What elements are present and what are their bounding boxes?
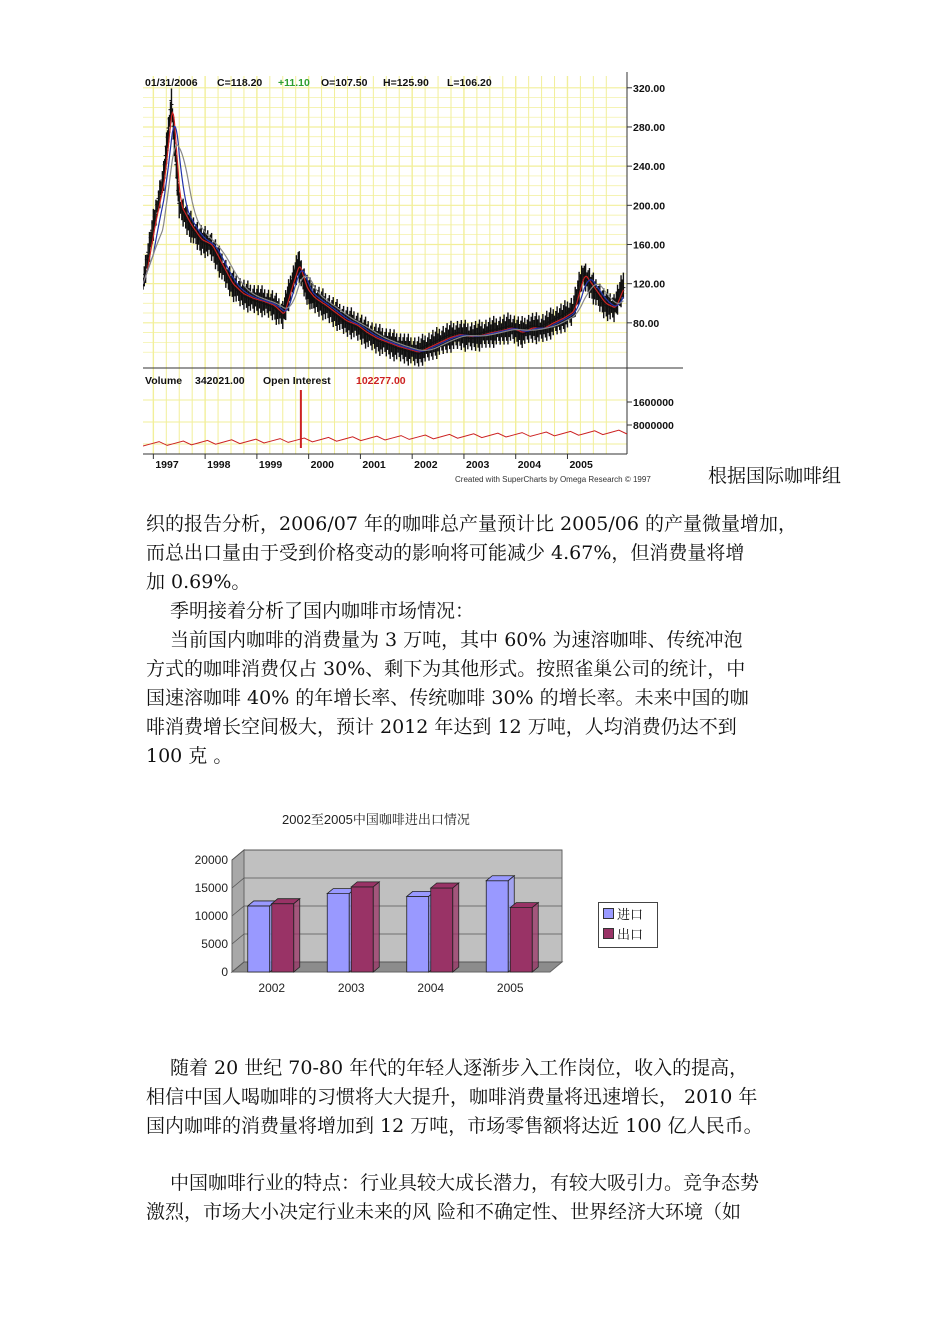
caption-right-text: 根据国际咖啡组 xyxy=(708,465,842,487)
bar-chart-legend xyxy=(598,902,658,948)
year-tick-label: 1997 xyxy=(155,459,179,471)
year-tick-label: 2003 xyxy=(465,459,490,471)
paragraph-ico-report xyxy=(146,510,876,597)
bar-side xyxy=(294,899,300,972)
bar-side xyxy=(453,883,459,972)
paragraph-domestic-market xyxy=(146,626,876,771)
chart-low: L=106.20 xyxy=(447,77,492,89)
bar-x-tick-label: 2003 xyxy=(337,981,365,995)
bar-front xyxy=(327,894,349,972)
bar-chart-body xyxy=(195,850,562,995)
text-line: 季明接着分析了国内咖啡市场情况： xyxy=(170,600,475,622)
chart-change: +11.10 xyxy=(278,77,310,89)
paragraph-growth-forecast xyxy=(146,1054,876,1141)
bar-front xyxy=(407,896,429,972)
chart-open: O=107.50 xyxy=(321,77,368,89)
volume-tick-label: 8000000 xyxy=(633,420,674,432)
paragraph-industry-features xyxy=(146,1169,876,1227)
bar-y-tick-label: 10000 xyxy=(194,909,228,923)
bar-y-tick-label: 20000 xyxy=(194,853,228,867)
open-interest-label: Open Interest xyxy=(263,375,331,387)
bar-x-tick-label: 2004 xyxy=(417,981,445,995)
legend-label-export: 出口 xyxy=(617,927,644,943)
legend-item-import xyxy=(599,903,657,923)
coffee-price-chart xyxy=(143,72,688,490)
bar-front xyxy=(510,908,532,972)
bar-export xyxy=(351,882,379,972)
bar-x-tick-label: 2005 xyxy=(496,981,524,995)
year-tick-label: 2005 xyxy=(569,459,593,471)
text-line: 随着 20 世纪 70-80 年代的年轻人逐渐步入工作岗位，收入的提高， xyxy=(170,1057,749,1079)
text-line: 当前国内咖啡的消费量为 3 万吨，其中 60% 为速溶咖啡、传统冲泡 xyxy=(170,629,743,651)
price-tick-label: 80.00 xyxy=(633,317,660,330)
bar-y-tick-label: 5000 xyxy=(201,937,228,951)
text-line: 加 0.69%。 xyxy=(146,571,251,593)
chart-credit: Created with SuperCharts by Omega Research © 1997 xyxy=(455,475,651,484)
chart-date: 01/31/2006 xyxy=(145,77,198,89)
bar-export xyxy=(510,903,538,972)
text-line: 激烈，市场大小决定行业未来的风 险和不确定性、世界经济大环境（如 xyxy=(146,1201,742,1223)
volume-label: Volume xyxy=(145,375,183,387)
text-line: 而总出口量由于受到价格变动的影响将可能减少 4.67%，但消费量将增 xyxy=(146,542,745,564)
price-tick-label: 160.00 xyxy=(633,239,666,252)
text-line: 国内咖啡的消费量将增加到 12 万吨，市场零售额将达近 100 亿人民币。 xyxy=(146,1115,763,1137)
price-tick-label: 240.00 xyxy=(633,161,666,174)
bar-front xyxy=(431,888,453,972)
bar-side xyxy=(373,882,379,972)
chart-close: C=118.20 xyxy=(217,77,263,89)
paragraph-intro xyxy=(146,597,876,626)
bar-front xyxy=(351,887,373,972)
bar-front xyxy=(248,906,270,972)
legend-label-import: 进口 xyxy=(617,907,644,923)
bar-side xyxy=(532,903,538,972)
year-tick-label: 2001 xyxy=(362,459,386,471)
year-tick-label: 1998 xyxy=(207,459,231,471)
year-tick-label: 2000 xyxy=(310,459,335,471)
text-line: 织的报告分析，2006/07 年的咖啡总产量预计比 2005/06 的产量微量增加， xyxy=(146,513,797,535)
year-tick-label: 2002 xyxy=(414,459,438,471)
price-tick-label: 280.00 xyxy=(633,121,666,134)
volume-value: 342021.00 xyxy=(195,375,245,387)
text-line: 相信中国人喝咖啡的习惯将大大提升，咖啡消费量将迅速增长， 2010 年 xyxy=(146,1086,758,1108)
text-line: 啡消费增长空间极大，预计 2012 年达到 12 万吨，人均消费仍达不到 xyxy=(146,716,737,738)
legend-swatch-export xyxy=(603,928,614,939)
price-tick-label: 200.00 xyxy=(633,200,666,213)
bar-front xyxy=(272,904,294,972)
bar-x-tick-label: 2002 xyxy=(258,981,286,995)
open-interest-value: 102277.00 xyxy=(356,375,406,387)
volume-tick-label: 1600000 xyxy=(633,397,674,409)
import-export-chart xyxy=(160,806,580,1006)
text-line: 方式的咖啡消费仅占 30%、剩下为其他形式。按照雀巢公司的统计，中 xyxy=(146,658,746,680)
price-tick-label: 320.00 xyxy=(633,82,666,95)
bar-y-tick-label: 15000 xyxy=(194,881,228,895)
caption-right xyxy=(708,462,878,491)
legend-swatch-import xyxy=(603,908,614,919)
bar-export xyxy=(431,883,459,972)
price-tick-label: 120.00 xyxy=(633,278,666,291)
text-line: 国速溶咖啡 40% 的年增长率、传统咖啡 30% 的增长率。未来中国的咖 xyxy=(146,687,749,709)
legend-item-export xyxy=(599,923,657,943)
text-line: 中国咖啡行业的特点：行业具较大成长潜力，有较大吸引力。竞争态势 xyxy=(170,1172,760,1194)
bar-export xyxy=(272,899,300,972)
year-tick-label: 1999 xyxy=(258,459,283,471)
bar-front xyxy=(486,881,508,972)
chart-high: H=125.90 xyxy=(383,77,429,89)
bar-y-tick-label: 0 xyxy=(221,965,228,979)
bar-chart-title: 2002至2005中国咖啡进出口情况 xyxy=(282,812,470,827)
year-tick-label: 2004 xyxy=(517,459,542,471)
text-line: 100 克 。 xyxy=(146,745,233,767)
